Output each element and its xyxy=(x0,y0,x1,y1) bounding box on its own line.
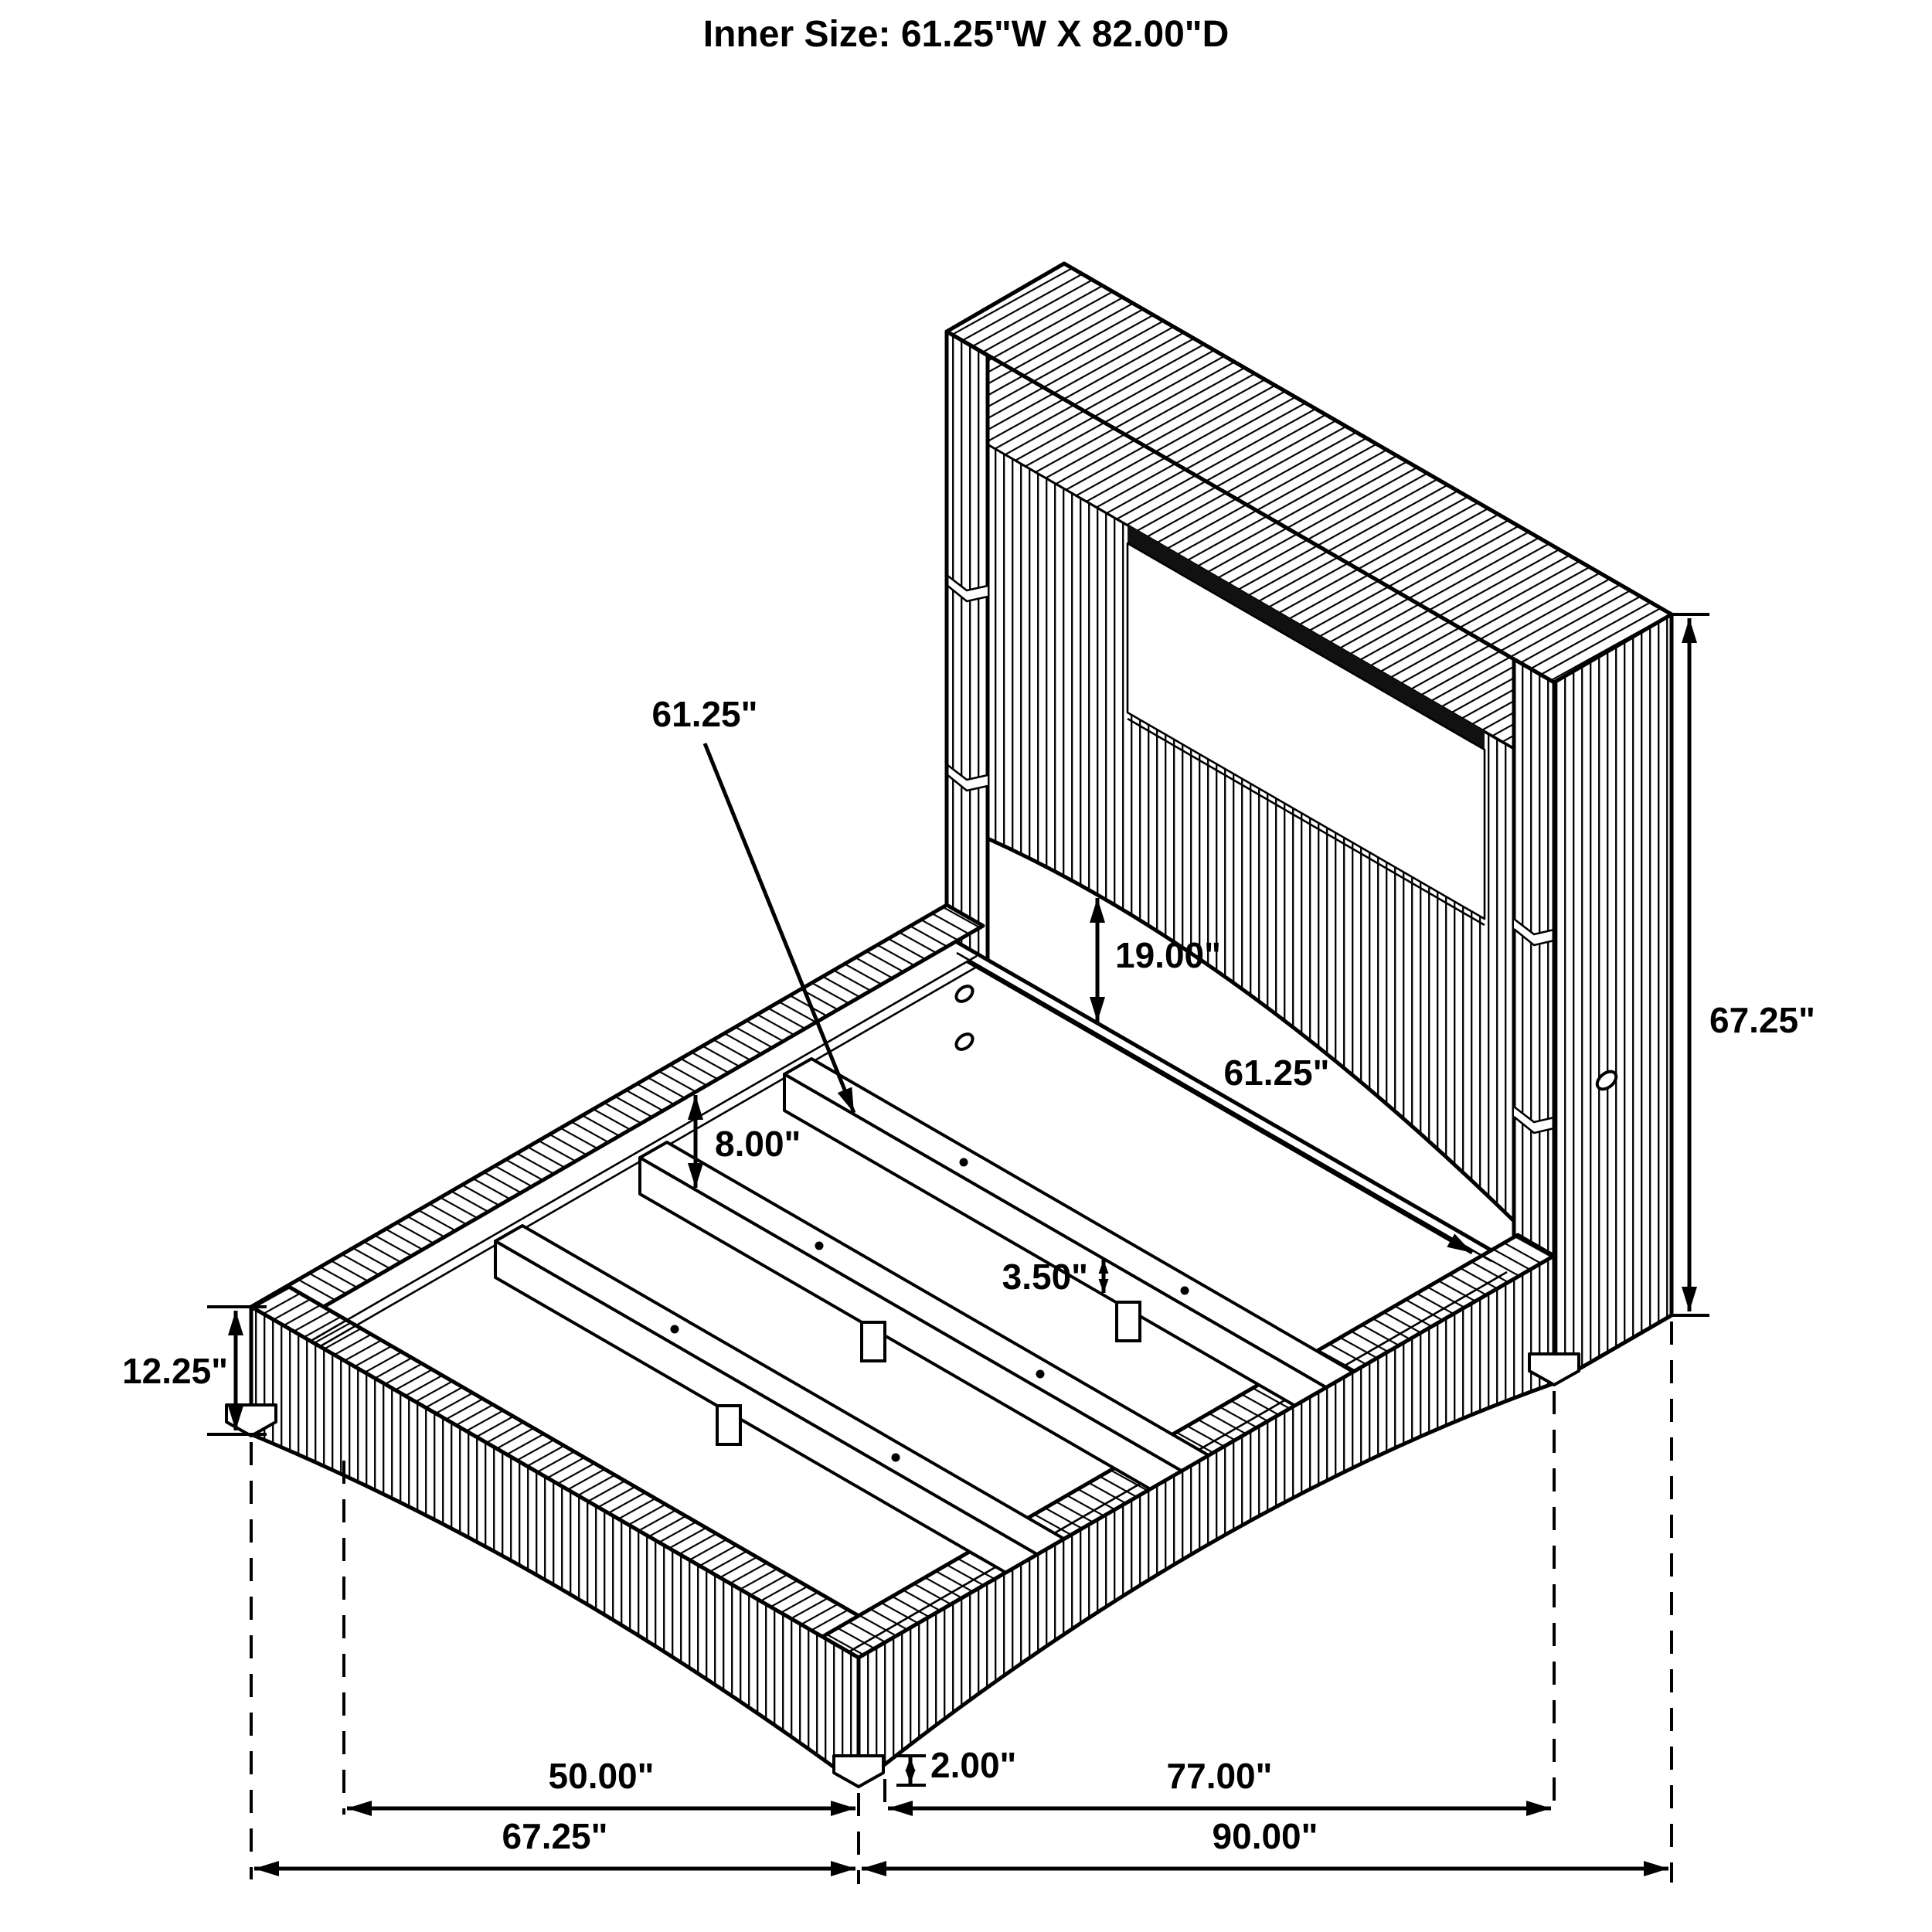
screw-hole-icon xyxy=(1181,1287,1189,1295)
dim-headboard-height-label: 67.25" xyxy=(1709,1000,1815,1040)
screw-hole-icon xyxy=(671,1325,679,1334)
headboard-side-face xyxy=(1554,614,1672,1383)
dim-slat-thickness-label: 3.50" xyxy=(1002,1257,1088,1297)
dim-outer-width-label: 67.25" xyxy=(502,1816,608,1856)
dim-slat-length-label: 61.25" xyxy=(651,694,758,734)
slat-leg xyxy=(1117,1302,1140,1341)
front-foot-glide xyxy=(834,1756,883,1787)
dim-total-depth-label: 90.00" xyxy=(1212,1816,1318,1856)
dim-underbed-width-label: 50.00" xyxy=(548,1756,655,1796)
dim-foot-glide-height-label: 2.00" xyxy=(930,1745,1017,1785)
screw-hole-icon xyxy=(1036,1370,1045,1379)
screw-hole-icon xyxy=(815,1242,824,1250)
page-title: Inner Size: 61.25"W X 82.00"D xyxy=(702,14,1230,55)
dim-frame-depth-label: 77.00" xyxy=(1166,1756,1273,1796)
dim-inner-width-label: 61.25" xyxy=(1223,1053,1330,1093)
dim-rail-height-label: 12.25" xyxy=(122,1351,228,1391)
slat-leg xyxy=(862,1322,885,1361)
dim-slat-gap-label: 8.00" xyxy=(715,1124,801,1164)
dim-headboard-clearance-label: 19.00" xyxy=(1115,935,1221,975)
slat-leg xyxy=(717,1406,740,1444)
screw-hole-icon xyxy=(892,1454,900,1462)
screw-hole-icon xyxy=(960,1158,968,1167)
